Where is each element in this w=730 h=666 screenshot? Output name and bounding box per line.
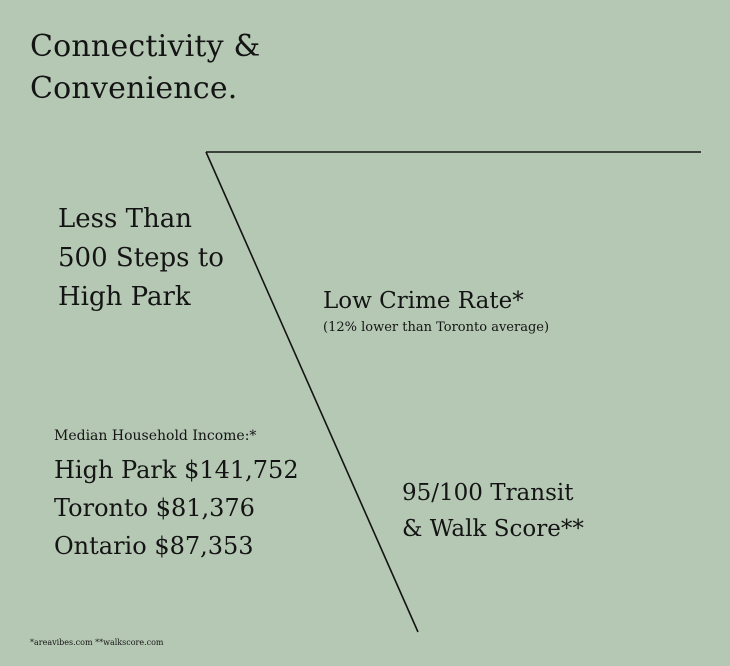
footnote: *areavibes.com **walkscore.com [30, 638, 164, 647]
crime-rate-note: (12% lower than Toronto average) [323, 320, 550, 335]
walk-score-block [402, 475, 642, 547]
crime-rate-heading: Low Crime Rate* [323, 288, 524, 314]
income-block [54, 426, 354, 565]
steps-line-3: High Park [58, 282, 191, 312]
steps-line-2: 500 Steps to [58, 243, 224, 273]
title-line-2: Convenience. [30, 71, 238, 106]
income-row-toronto: Toronto $81,376 [54, 494, 255, 522]
income-row-ontario: Ontario $87,353 [54, 532, 254, 560]
steps-to-park-block [58, 200, 258, 317]
walk-score-line-2: & Walk Score** [402, 516, 584, 542]
income-label: Median Household Income:* [54, 428, 257, 444]
title-line-1: Connectivity & [30, 29, 261, 64]
income-row-high-park: High Park $141,752 [54, 456, 299, 484]
crime-rate-block [323, 285, 653, 338]
steps-line-1: Less Than [58, 204, 192, 234]
walk-score-line-1: 95/100 Transit [402, 480, 574, 506]
page-title [30, 26, 330, 110]
